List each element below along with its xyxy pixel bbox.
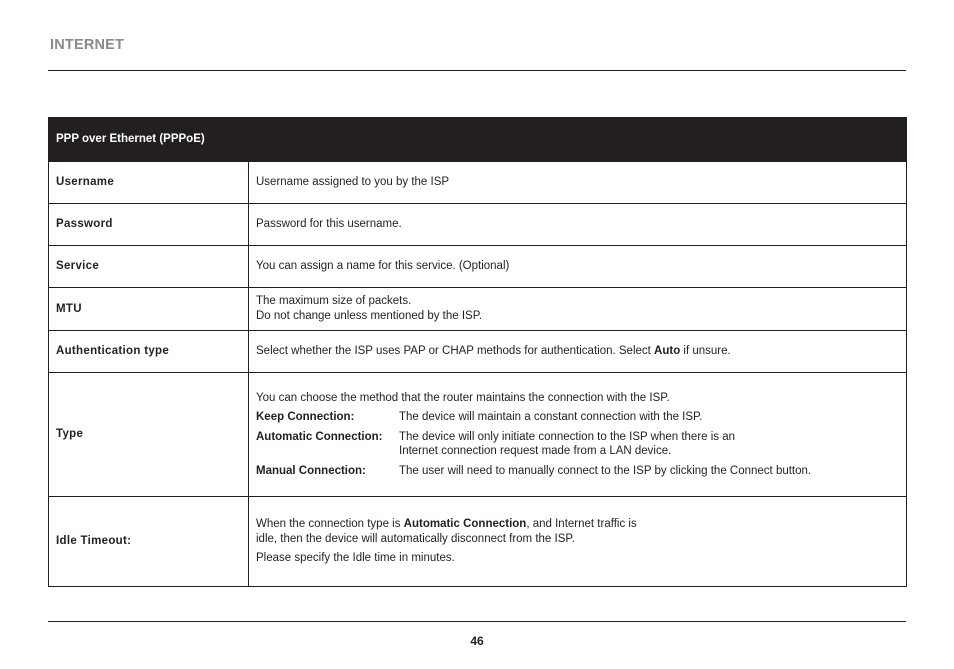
row-desc-idle — [249, 497, 907, 587]
table-row-password — [49, 204, 907, 246]
row-desc-password: Password for this username. — [249, 204, 907, 246]
type-option-keep-term: Keep Connection: — [256, 411, 355, 424]
row-desc-service: You can assign a name for this service. (Optional) — [249, 246, 907, 288]
row-label-password: Password — [49, 204, 249, 246]
table-row-username — [49, 162, 907, 204]
type-option-keep — [256, 410, 899, 425]
table-title: PPP over Ethernet (PPPoE) — [49, 118, 907, 162]
idle-desc-line-1 — [256, 517, 899, 532]
row-desc-auth — [249, 331, 907, 373]
type-option-manual-term: Manual Connection: — [256, 464, 366, 477]
table-row-service — [49, 246, 907, 288]
row-desc-username: Username assigned to you by the ISP — [249, 162, 907, 204]
auth-desc-bold: Auto — [654, 345, 681, 358]
header-rule — [48, 70, 906, 71]
type-option-manual-desc: The user will need to manually connect to the ISP by clicking the Connect button. — [399, 464, 812, 477]
row-desc-type — [249, 373, 907, 497]
table-row-idle — [49, 497, 907, 587]
section-title: INTERNET — [50, 37, 125, 53]
auth-desc-suffix: if unsure. — [680, 345, 731, 358]
table-row-mtu — [49, 288, 907, 331]
type-option-automatic — [256, 430, 899, 459]
row-desc-mtu — [249, 288, 907, 331]
pppoe-settings-table — [48, 117, 907, 587]
table-row-auth — [49, 331, 907, 373]
table-row-type — [49, 373, 907, 497]
idle-desc-line-3: Please specify the Idle time in minutes. — [256, 552, 455, 565]
idle-desc-line-1-text: When the connection type is — [256, 518, 404, 531]
idle-desc-line-1-bold: Automatic Connection — [403, 518, 527, 531]
type-option-automatic-desc — [399, 430, 735, 459]
auth-desc-text: Select whether the ISP uses PAP or CHAP methods for authentication. Select — [256, 345, 655, 358]
row-label-username: Username — [49, 162, 249, 204]
type-option-automatic-desc-line-2: Internet connection request made from a LAN device. — [399, 445, 672, 458]
idle-desc-line-2: idle, then the device will automatically disconnect from the ISP. — [256, 532, 575, 545]
row-label-service: Service — [49, 246, 249, 288]
mtu-desc-line-1: The maximum size of packets. — [256, 295, 412, 308]
row-label-auth: Authentication type — [49, 331, 249, 373]
type-option-automatic-desc-line-1: The device will only initiate connection to the ISP when there is an — [399, 430, 736, 443]
mtu-desc-line-2: Do not change unless mentioned by the ISP. — [256, 310, 483, 322]
footer-rule — [48, 621, 906, 622]
row-label-idle: Idle Timeout: — [49, 497, 249, 587]
page-number: 46 — [470, 634, 484, 648]
idle-desc-line-1-suffix: , and Internet traffic is — [526, 518, 637, 531]
row-label-mtu: MTU — [49, 288, 249, 331]
type-intro: You can choose the method that the router maintains the connection with the ISP. — [256, 391, 670, 404]
type-option-manual — [256, 464, 899, 479]
type-option-keep-desc: The device will maintain a constant connection with the ISP. — [399, 411, 703, 424]
type-option-automatic-term: Automatic Connection: — [256, 430, 383, 443]
row-label-type: Type — [49, 373, 249, 497]
